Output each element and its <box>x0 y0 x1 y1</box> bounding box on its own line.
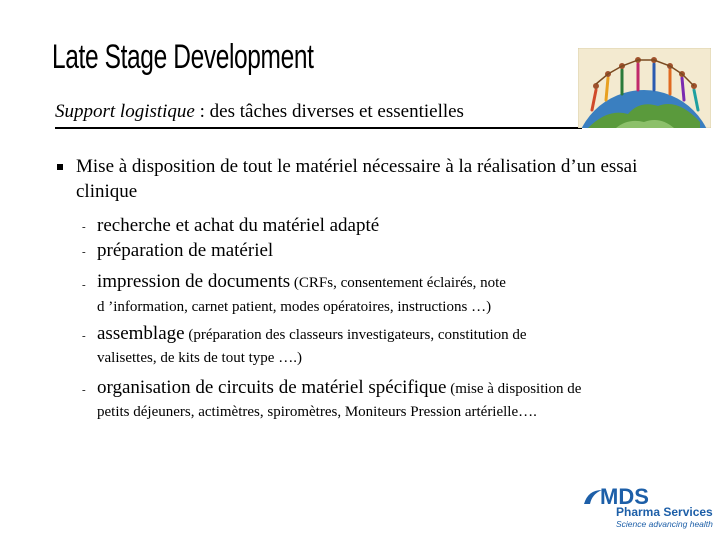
dash-icon: - <box>82 330 86 342</box>
sub-item-detail: (mise à disposition de <box>446 381 582 397</box>
sub-item-1 <box>97 215 379 237</box>
dash-icon: - <box>82 246 86 258</box>
logo-brand: MDS <box>600 484 649 509</box>
dash-icon: - <box>82 384 86 396</box>
dash-icon: - <box>82 221 86 233</box>
subtitle-rest: : des tâches diverses et essentielles <box>194 101 464 122</box>
slide-subtitle <box>55 101 464 123</box>
main-bullet-text: Mise à disposition de tout le matériel nécessaire à la réalisation d’un essai clinique <box>76 156 638 202</box>
logo-tagline: Science advancing health <box>616 519 713 529</box>
sub-item-main: assemblage <box>97 323 185 344</box>
globe-illustration <box>578 48 711 128</box>
sub-item-main: impression de documents <box>97 271 291 292</box>
sub-item-3 <box>97 271 506 293</box>
sub-item-4 <box>97 323 527 345</box>
bullet-square-icon <box>57 164 63 170</box>
logo-name: Pharma Services <box>616 505 713 519</box>
sub-item-detail: (préparation des classeurs investigateurs, constitution de <box>184 327 527 343</box>
sub-item-5 <box>97 377 581 399</box>
sub-item-main: recherche et achat du matériel adapté <box>97 215 380 236</box>
sub-item-2 <box>97 240 273 262</box>
sub-item-main: organisation de circuits de matériel spécifique <box>97 377 447 398</box>
sub-item-main: préparation de matériel <box>97 240 274 261</box>
title-rule <box>55 127 582 129</box>
mds-pharma-logo <box>582 484 714 530</box>
dash-icon: - <box>82 279 86 291</box>
sub-item-3-continued: d ’information, carnet patient, modes opératoires, instructions …) <box>97 299 492 315</box>
sub-item-detail: (CRFs, consentement éclairés, note <box>290 275 506 291</box>
slide-title: Late Stage Development <box>52 38 314 76</box>
sub-item-4-continued: valisettes, de kits de tout type ….) <box>97 350 302 366</box>
subtitle-main: Support logistique <box>55 101 195 122</box>
sub-item-5-continued: petits déjeuners, actimètres, spiromètres, Moniteurs Pression artérielle…. <box>97 404 537 420</box>
